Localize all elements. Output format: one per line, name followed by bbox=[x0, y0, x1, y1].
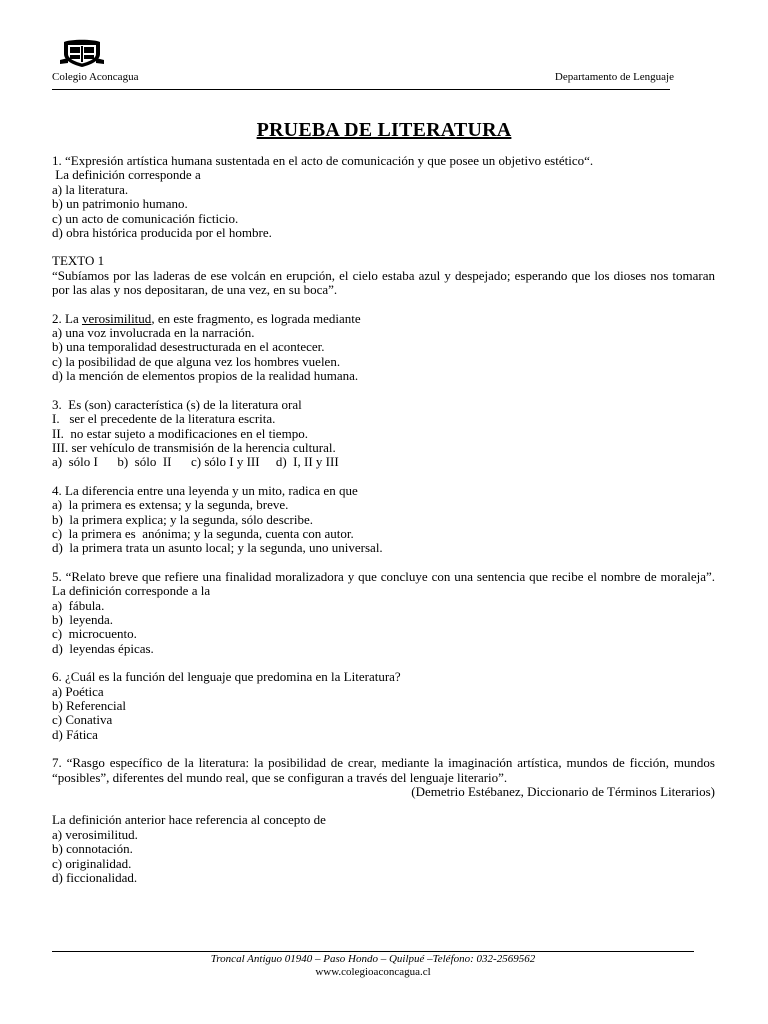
question-5-stem: 5. “Relato breve que refiere una finalidad moralizadora y que concluye con una sentencia que recibe el nombre de moraleja”. La definición corresponde a la bbox=[52, 568, 715, 599]
question-7-option-b: b) connotación. bbox=[52, 841, 133, 857]
question-6-option-b: b) Referencial bbox=[52, 698, 126, 713]
question-3 bbox=[52, 398, 715, 470]
question-2-stem bbox=[52, 312, 715, 326]
question-7-stem: 7. “Rasgo específico de la literatura: la posibilidad de crear, mediante la imaginación artística, mundos de ficción, mundos “posibles”, diferentes del mundo real, que se configuran a través del lenguaje literario”. bbox=[52, 755, 715, 785]
question-2-option-c: c) la posibilidad de que alguna vez los hombres vuelen. bbox=[52, 353, 341, 369]
texto-1 bbox=[52, 254, 715, 297]
question-7-option-c: c) originalidad. bbox=[52, 855, 132, 871]
texto-1-label: TEXTO 1 bbox=[52, 253, 105, 269]
question-7-option-d: d) ficcionalidad. bbox=[52, 870, 138, 886]
footer-website: www.colegioaconcagua.cl bbox=[315, 966, 431, 978]
question-7 bbox=[52, 756, 715, 885]
question-2-underlined-term: verosimilitud bbox=[81, 310, 152, 326]
question-2-option-a: a) una voz involucrada en la narración. bbox=[52, 325, 255, 341]
question-2 bbox=[52, 312, 715, 384]
question-7-prompt: La definición anterior hace referencia al concepto de bbox=[52, 812, 326, 828]
question-1 bbox=[52, 154, 715, 240]
question-3-statement-3: III. ser vehículo de transmisión de la herencia cultural. bbox=[52, 439, 336, 455]
question-5-option-a: a) fábula. bbox=[52, 597, 105, 613]
question-1-option-c: c) un acto de comunicación ficticio. bbox=[52, 210, 239, 226]
page-title: PRUEBA DE LITERATURA bbox=[256, 119, 512, 141]
question-5 bbox=[52, 570, 715, 656]
question-3-answer-options: a) sólo I b) sólo II c) sólo I y III d) I, II y III bbox=[52, 454, 339, 470]
question-5-option-c: c) microcuento. bbox=[52, 626, 137, 642]
question-4 bbox=[52, 484, 715, 556]
question-2-option-d: d) la mención de elementos propios de la realidad humana. bbox=[52, 368, 359, 384]
header-divider bbox=[52, 89, 670, 90]
question-6-option-c: c) Conativa bbox=[52, 712, 113, 728]
footer-divider bbox=[52, 951, 694, 952]
question-4-option-c: c) la primera es anónima; y la segunda, cuenta con autor. bbox=[52, 525, 354, 541]
question-6-option-d: d) Fática bbox=[52, 726, 98, 742]
question-1-option-a: a) la literatura. bbox=[52, 181, 129, 197]
question-6 bbox=[52, 670, 715, 742]
footer-address: Troncal Antiguo 01940 – Paso Hondo – Quilpué –Teléfono: 032-2569562 bbox=[210, 953, 536, 965]
question-3-stem: 3. Es (son) característica (s) de la literatura oral bbox=[52, 396, 302, 412]
school-name: Colegio Aconcagua bbox=[52, 71, 139, 83]
question-6-stem: 6. ¿Cuál es la función del lenguaje que predomina en la Literatura? bbox=[52, 669, 401, 685]
question-4-option-d: d) la primera trata un asunto local; y la segunda, uno universal. bbox=[52, 540, 383, 556]
question-4-stem: 4. La diferencia entre una leyenda y un mito, radica en que bbox=[52, 482, 358, 498]
question-1-stem: 1. “Expresión artística humana sustentada en el acto de comunicación y que posee un objetivo estético“. bbox=[52, 153, 594, 168]
question-6-option-a: a) Poética bbox=[52, 683, 104, 699]
question-1-lead: La definición corresponde a bbox=[52, 167, 201, 183]
question-7-citation: (Demetrio Estébanez, Diccionario de Términos Literarios) bbox=[411, 784, 715, 800]
question-2-option-b: b) una temporalidad desestructurada en el acontecer. bbox=[52, 339, 325, 355]
question-1-option-b: b) un patrimonio humano. bbox=[52, 196, 188, 212]
question-2-suffix: , en este fragmento, es lograda mediante bbox=[151, 310, 361, 326]
question-7-option-a: a) verosimilitud. bbox=[52, 826, 138, 842]
test-body bbox=[52, 154, 715, 885]
question-3-statement-2: II. no estar sujeto a modificaciones en el tiempo. bbox=[52, 425, 308, 441]
department-name: Departamento de Lenguaje bbox=[554, 71, 674, 83]
question-1-option-d: d) obra histórica producida por el hombre. bbox=[52, 225, 272, 241]
school-crest-logo bbox=[60, 38, 104, 68]
question-5-option-b: b) leyenda. bbox=[52, 611, 114, 627]
question-4-option-a: a) la primera es extensa; y la segunda, breve. bbox=[52, 497, 289, 513]
question-2-prefix: 2. La bbox=[52, 310, 82, 326]
question-3-statement-1: I. ser el precedente de la literatura escrita. bbox=[52, 411, 276, 427]
texto-1-quote: “Subíamos por las laderas de ese volcán en erupción, el cielo estaba azul y despejado; esperando que los dioses nos tomaran por las alas y nos depositaran, de una vez, en su boca”. bbox=[52, 267, 715, 298]
question-5-option-d: d) leyendas épicas. bbox=[52, 640, 154, 656]
question-4-option-b: b) la primera explica; y la segunda, sólo describe. bbox=[52, 511, 313, 527]
